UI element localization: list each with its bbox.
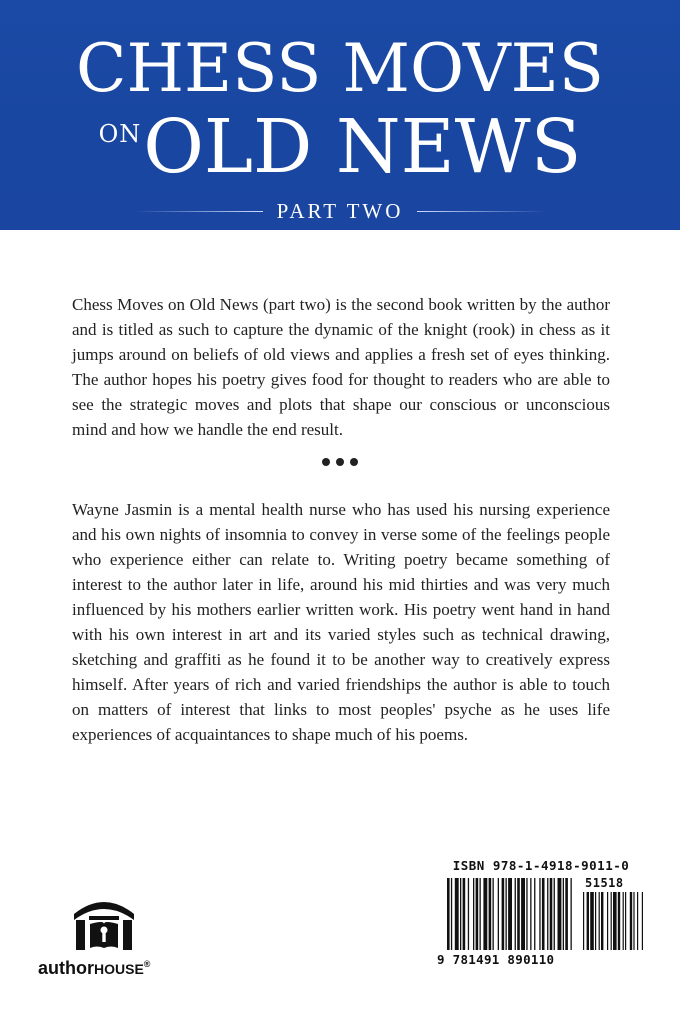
price-code: 51518 [585, 876, 624, 890]
subtitle-rule-left [133, 211, 263, 212]
barcode-box [437, 858, 645, 976]
dot [336, 458, 344, 466]
title-on: ON [98, 120, 142, 148]
title-line-2 [0, 104, 680, 190]
title-old-news: OLD NEWS [143, 104, 582, 190]
subtitle: PART TWO [276, 198, 404, 223]
blurb-paragraph-1: Chess Moves on Old News (part two) is the second book written by the author and is titled as such to capture the dynamic of the knight (rook) in chess as it jumps around on beliefs of old views and applies a fresh set of eyes thinking. The author hopes his poetry gives food for thought to readers who are able to see the strategic moves and plots that shape our conscious or unconscious mind and how we handle the end result. [72, 295, 610, 439]
isbn-text: ISBN 978-1-4918-9011-0 [452, 858, 630, 873]
author-bio-paragraph: Wayne Jasmin is a mental health nurse who has used his nursing experience and his own nights of insomnia to convey in verse some of the feelings people who experience either can relate to. Writing poetry became something of interest to the author later in life, around his mid thirties and was very much influenced by his mothers earlier written work. His poetry went hand in hand with his own interest in art and its varied styles such as technical drawing, sketching and graffiti as he found it to be another way to creatively express himself. After years of rich and varied friendships the author is able to touch on matters of interest that links to most peoples' psyche as he uses life experiences of acquaintances to shape much of his poems. [72, 500, 610, 744]
publisher-name: authorHOUSE® [38, 958, 151, 978]
arch-book-icon [64, 890, 144, 954]
title-line-1: CHESS MOVES [75, 30, 605, 107]
title-banner [0, 0, 680, 230]
barcode-digits: 9 781491 890110 [437, 952, 555, 967]
dot [350, 458, 358, 466]
separator-dots [0, 458, 680, 466]
dot [322, 458, 330, 466]
publisher-logo [38, 890, 208, 986]
subtitle-rule-right [417, 211, 547, 212]
subtitle-row [0, 198, 680, 224]
